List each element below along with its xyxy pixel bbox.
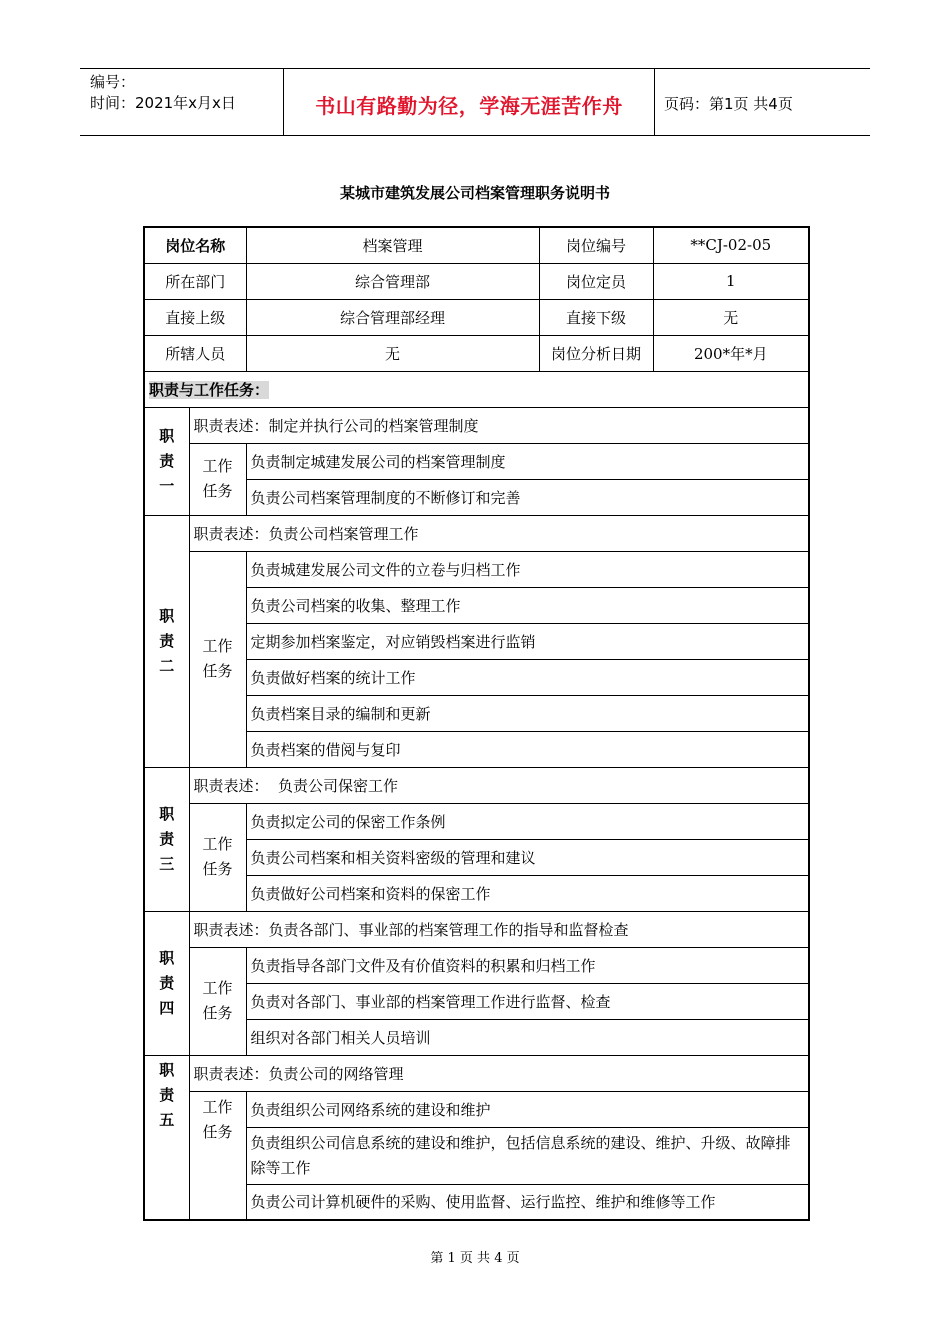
dept-value: 综合管理部 <box>246 263 539 299</box>
header-motto: 书山有路勤为径，学海无涯苦作舟 <box>315 94 623 118</box>
section-header-row <box>144 371 809 407</box>
section-header <box>144 371 809 407</box>
dept-label: 所在部门 <box>144 263 246 299</box>
task-row <box>144 947 809 983</box>
header-meta <box>90 72 236 114</box>
task-label: 工作 任务 <box>189 443 246 515</box>
section-title: 职责与工作任务： <box>149 380 270 399</box>
job-description-table <box>143 226 810 1221</box>
post-name-value: 档案管理 <box>246 227 539 263</box>
duty-desc-row <box>144 515 809 551</box>
document-number-label: 编号： <box>90 73 136 91</box>
document-title: 某城市建筑发展公司档案管理职务说明书 <box>339 184 610 202</box>
info-row <box>144 299 809 335</box>
post-code-label: 岗位编号 <box>539 227 653 263</box>
superior-value: 综合管理部经理 <box>246 299 539 335</box>
duty-description: 职责表述：负责各部门、事业部的档案管理工作的指导和监督检查 <box>189 911 809 947</box>
duty-label-5: 职 责 五 <box>144 1055 189 1220</box>
duty-label-1: 职 责 一 <box>144 407 189 515</box>
info-row <box>144 263 809 299</box>
duty-label-2: 职 责 二 <box>144 515 189 767</box>
analysis-date-label: 岗位分析日期 <box>539 335 653 371</box>
task-label: 工作 任务 <box>189 551 246 767</box>
task-item: 组织对各部门相关人员培训 <box>246 1019 809 1055</box>
task-item: 负责城建发展公司文件的立卷与归档工作 <box>246 551 809 587</box>
duty-description: 职责表述： 负责公司保密工作 <box>189 767 809 803</box>
analysis-date-value: 200*年*月 <box>653 335 809 371</box>
task-item: 负责做好公司档案和资料的保密工作 <box>246 875 809 911</box>
task-item: 负责组织公司网络系统的建设和维护 <box>246 1091 809 1127</box>
task-label: 工作 任务 <box>189 803 246 911</box>
task-item: 负责公司档案管理制度的不断修订和完善 <box>246 479 809 515</box>
task-item: 负责制定城建发展公司的档案管理制度 <box>246 443 809 479</box>
document-time: 时间：2021年x月x日 <box>90 94 236 112</box>
duty-desc-row <box>144 911 809 947</box>
task-label: 工作 任务 <box>189 1091 246 1220</box>
staff-value: 无 <box>246 335 539 371</box>
task-item: 定期参加档案鉴定，对应销毁档案进行监销 <box>246 623 809 659</box>
duty-label-4: 职 责 四 <box>144 911 189 1055</box>
task-item: 负责公司档案的收集、整理工作 <box>246 587 809 623</box>
quota-value: 1 <box>653 263 809 299</box>
task-item: 负责档案的借阅与复印 <box>246 731 809 767</box>
duty-desc-row <box>144 767 809 803</box>
duty-desc-row <box>144 1055 809 1091</box>
duty-description: 职责表述：负责公司档案管理工作 <box>189 515 809 551</box>
task-row <box>144 551 809 587</box>
duty-description: 职责表述：负责公司的网络管理 <box>189 1055 809 1091</box>
task-item: 负责指导各部门文件及有价值资料的积累和归档工作 <box>246 947 809 983</box>
subordinate-label: 直接下级 <box>539 299 653 335</box>
subordinate-value: 无 <box>653 299 809 335</box>
task-item: 负责对各部门、事业部的档案管理工作进行监督、检查 <box>246 983 809 1019</box>
duty-desc-row <box>144 407 809 443</box>
header-bottom-rule <box>80 135 870 136</box>
task-item: 负责组织公司信息系统的建设和维护，包括信息系统的建设、维护、升级、故障排除等工作 <box>246 1127 809 1184</box>
header-divider-2 <box>654 69 655 136</box>
info-row <box>144 335 809 371</box>
post-name-label: 岗位名称 <box>144 227 246 263</box>
task-item: 负责档案目录的编制和更新 <box>246 695 809 731</box>
superior-label: 直接上级 <box>144 299 246 335</box>
header-top-rule <box>80 68 870 69</box>
task-item: 负责拟定公司的保密工作条例 <box>246 803 809 839</box>
duty-description: 职责表述：制定并执行公司的档案管理制度 <box>189 407 809 443</box>
task-row <box>144 803 809 839</box>
quota-label: 岗位定员 <box>539 263 653 299</box>
task-row <box>144 443 809 479</box>
task-item: 负责做好档案的统计工作 <box>246 659 809 695</box>
post-code-value: **CJ-02-05 <box>653 227 809 263</box>
duty-label-3: 职 责 三 <box>144 767 189 911</box>
info-row <box>144 227 809 263</box>
header-page-info: 页码：第1页 共4页 <box>664 95 793 113</box>
page-footer: 第 1 页 共 4 页 <box>430 1251 520 1266</box>
staff-label: 所辖人员 <box>144 335 246 371</box>
task-row <box>144 1091 809 1127</box>
task-item: 负责公司档案和相关资料密级的管理和建议 <box>246 839 809 875</box>
task-item: 负责公司计算机硬件的采购、使用监督、运行监控、维护和维修等工作 <box>246 1184 809 1220</box>
task-label: 工作 任务 <box>189 947 246 1055</box>
